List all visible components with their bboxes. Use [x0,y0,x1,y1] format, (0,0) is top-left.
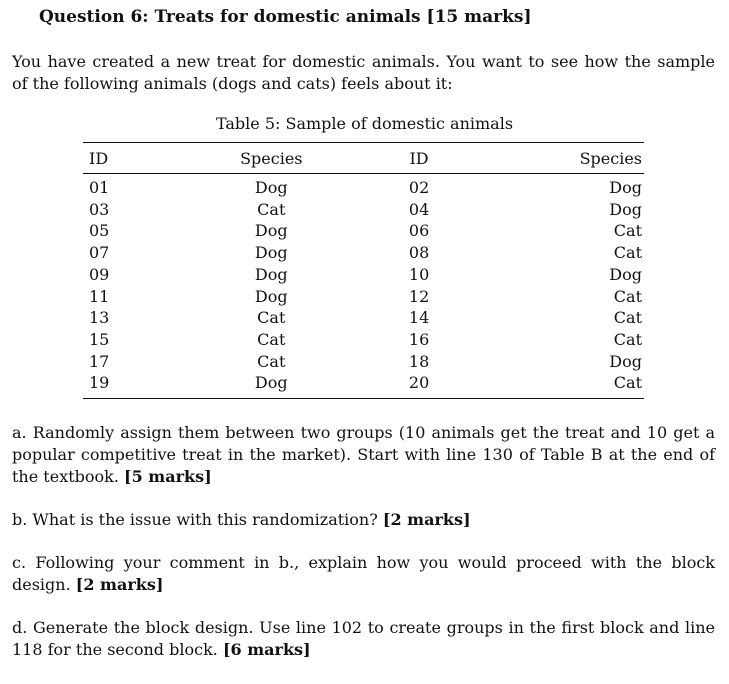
cell-species-1: Dog [254,286,288,306]
sample-table [83,142,644,399]
cell-species-1: Cat [257,329,286,349]
cell-species-1: Cat [257,199,286,219]
cell-id-1: 09 [89,264,110,284]
cell-species-2: Dog [609,264,642,284]
cell-species-2: Cat [613,308,642,328]
intro-paragraph: You have created a new treat for domestic animals. You want to see how the sample of the following animals (dogs and cats) feels about it: [12,52,715,93]
question-c [12,552,715,596]
table-body [83,174,644,399]
cell-id-1: 03 [89,199,110,219]
table-header-row [83,143,644,174]
cell-id-2: 10 [408,264,430,284]
table-row [83,242,644,264]
header-species-2: Species [579,148,642,168]
cell-id-1: 17 [89,351,110,371]
table-row [83,329,644,351]
cell-id-2: 08 [408,243,430,263]
cell-id-1: 07 [89,243,110,263]
table-row [83,220,644,242]
cell-species-2: Dog [609,199,642,219]
cell-id-2: 02 [408,178,430,197]
cell-id-2: 06 [408,221,430,241]
cell-species-1: Dog [254,373,288,393]
cell-species-2: Cat [613,329,642,349]
cell-species-1: Dog [254,243,288,263]
header-species-1: Species [240,148,303,168]
table-caption: Table 5: Sample of domestic animals [215,114,514,133]
cell-species-2: Dog [609,178,642,197]
question-heading: Question 6: Treats for domestic animals [15 marks] [39,7,532,27]
cell-species-2: Cat [613,373,642,393]
table-row [83,174,644,199]
cell-id-2: 16 [408,329,430,349]
cell-id-2: 04 [408,199,430,219]
cell-id-1: 15 [89,329,110,349]
table-row [83,199,644,221]
cell-id-1: 01 [89,178,110,197]
question-c-marks: [2 marks] [75,575,164,594]
question-d-marks: [6 marks] [222,640,311,659]
cell-species-2: Cat [613,286,642,306]
question-d [12,617,715,661]
question-b [12,509,715,531]
cell-species-2: Cat [613,243,642,263]
header-id-2: ID [409,148,429,168]
question-c-text: c. Following your comment in b., explain how you would proceed with the block design. [12,553,715,594]
cell-id-1: 11 [89,286,110,306]
question-a-marks: [5 marks] [124,467,212,486]
cell-id-2: 20 [408,373,430,393]
question-b-marks: [2 marks] [382,510,471,529]
cell-id-1: 05 [89,221,110,241]
question-a [12,422,715,488]
cell-id-2: 14 [408,308,430,328]
table-row [83,372,644,398]
cell-species-2: Cat [613,221,642,241]
cell-species-1: Dog [254,178,288,197]
question-d-text: d. Generate the block design. Use line 102 to create groups in the first block and line 118 for the second block. [12,618,715,659]
question-b-text: b. What is the issue with this randomization? [12,510,378,529]
header-id-1: ID [89,148,109,168]
cell-id-2: 18 [408,351,430,371]
table-row [83,286,644,308]
cell-species-1: Dog [254,221,288,241]
table-row [83,307,644,329]
cell-species-2: Dog [609,351,642,371]
cell-id-2: 12 [408,286,430,306]
cell-species-1: Cat [257,351,286,371]
cell-species-1: Dog [254,264,288,284]
table-row [83,264,644,286]
cell-species-1: Cat [257,308,286,328]
cell-id-1: 13 [89,308,110,328]
cell-id-1: 19 [89,373,110,393]
question-a-text: a. Randomly assign them between two groups (10 animals get the treat and 10 get a popular competitive treat in the market). Start with line 130 of Table B at the end of the textbook. [12,423,715,486]
table-row [83,351,644,373]
